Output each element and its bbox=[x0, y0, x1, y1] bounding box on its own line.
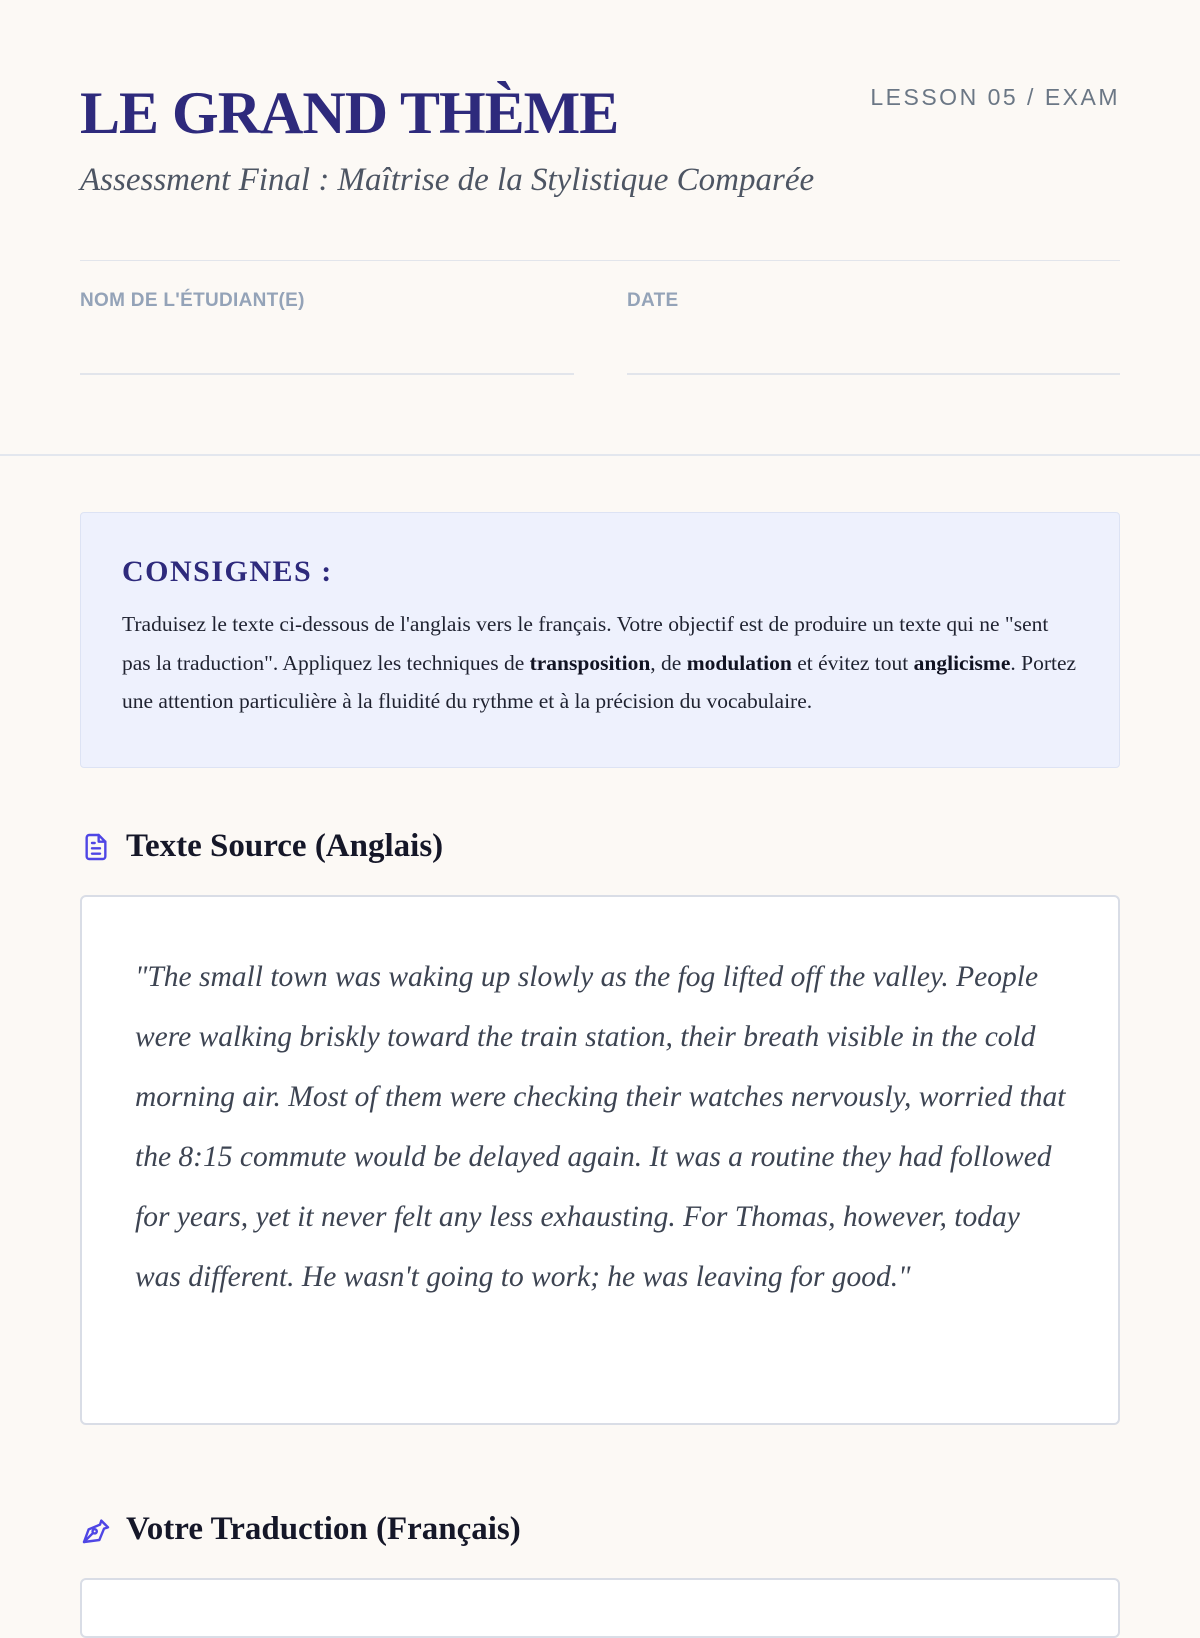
translation-section-heading bbox=[80, 1511, 521, 1548]
source-text: "The small town was waking up slowly as the fog lifted off the valley. People were walking briskly toward the train station, their breath visible in the cold morning air. Most of them were checking their watches nervously, worried that the 8:15 commute would be delayed again. It was a routine they had followed for years, yet it never felt any less exhausting. For Thomas, however, today was different. He wasn't going to work; he was leaving for good." bbox=[135, 961, 1066, 1293]
page-title: LE GRAND THÈME bbox=[80, 80, 619, 146]
translation-textarea[interactable] bbox=[80, 1578, 1120, 1638]
instructions-text-part: , de bbox=[650, 650, 687, 675]
date-label: DATE bbox=[627, 290, 679, 311]
translation-heading: Votre Traduction (Français) bbox=[126, 1511, 521, 1547]
lesson-tag: LESSON 05 / EXAM bbox=[870, 84, 1120, 110]
header-divider bbox=[80, 260, 1120, 261]
instructions-text-part: et évitez tout bbox=[791, 650, 914, 675]
instructions-text-part: . Portez une attention particulière à la fluidité du rythme et à la précision du vocabulaire. bbox=[122, 650, 1077, 713]
source-section-heading bbox=[80, 828, 443, 865]
exam-header bbox=[0, 0, 1200, 456]
term-anglicisme: anglicisme bbox=[913, 650, 1011, 675]
student-name-label: NOM DE L'ÉTUDIANT(E) bbox=[80, 290, 305, 311]
instructions-text-part: Traduisez le texte ci-dessous de l'anglais vers le français. Votre objectif est de produire un texte qui ne "sent pas la traduction". Appliquez les techniques de bbox=[122, 612, 1049, 675]
student-name-field[interactable] bbox=[80, 290, 305, 312]
date-field[interactable] bbox=[627, 290, 679, 312]
date-line[interactable] bbox=[627, 373, 1120, 375]
term-transposition: transposition bbox=[529, 650, 651, 675]
page-subtitle: Assessment Final : Maîtrise de la Stylistique Comparée bbox=[80, 162, 815, 198]
term-modulation: modulation bbox=[686, 650, 792, 675]
instructions-text bbox=[122, 605, 1079, 721]
pen-icon bbox=[80, 1514, 112, 1546]
document-icon bbox=[80, 831, 112, 863]
student-name-line[interactable] bbox=[80, 373, 574, 375]
source-text-box bbox=[80, 895, 1120, 1425]
instructions-box bbox=[80, 512, 1120, 768]
source-heading: Texte Source (Anglais) bbox=[126, 828, 444, 864]
instructions-heading: CONSIGNES : bbox=[122, 555, 333, 588]
